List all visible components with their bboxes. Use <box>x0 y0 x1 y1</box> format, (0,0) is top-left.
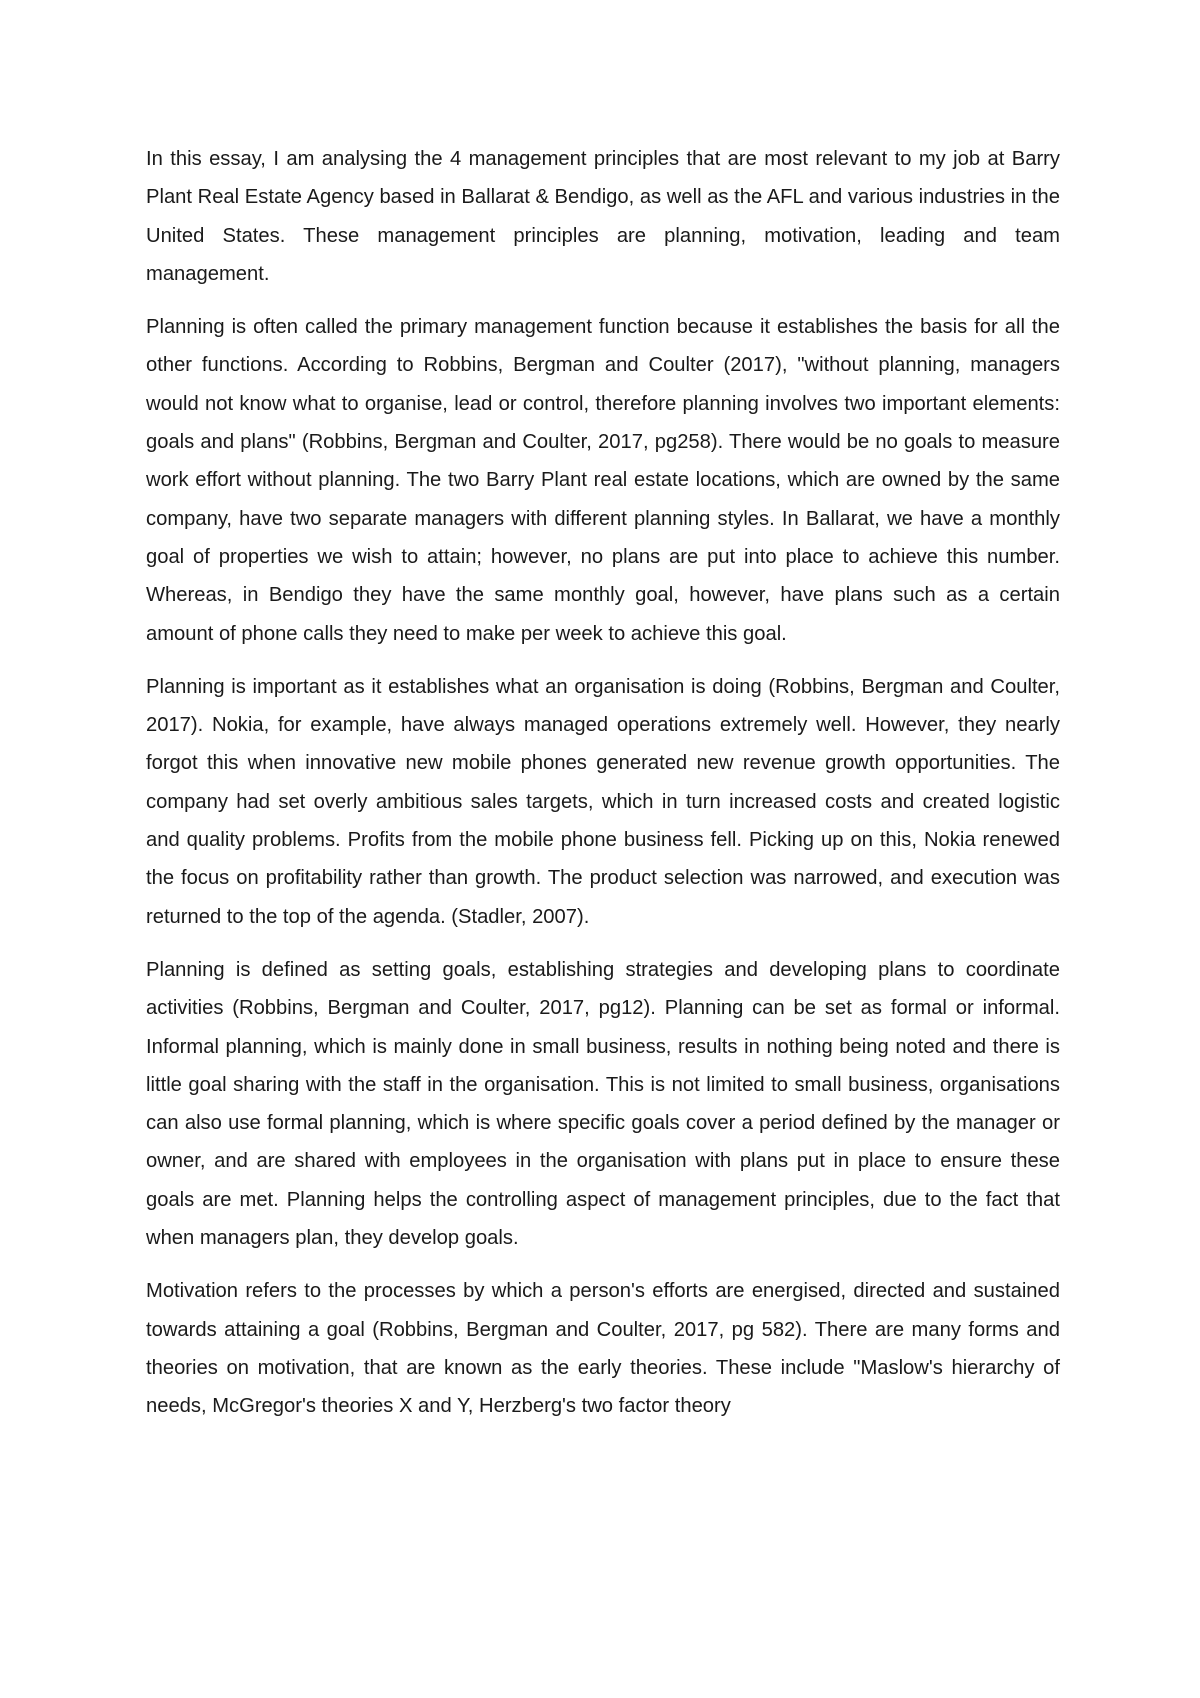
paragraph-motivation: Motivation refers to the processes by which a person's efforts are energised, directed and sustained towards attaining a goal (Robbins, Bergman and Coulter, 2017, pg 582). There are many forms and theories on motivation, that are known as the early theories. These include "Maslow's hierarchy of needs, McGregor's theories X and Y, Herzberg's two factor theory <box>146 1280 1060 1418</box>
essay-body <box>146 140 1060 1441</box>
paragraph-planning-importance: Planning is important as it establishes what an organisation is doing (Robbins, Bergman and Coulter, 2017). Nokia, for example, have always managed operations extremely well. However, they nearly forgot this when innovative new mobile phones generated new revenue growth opportunities. The company had set overly ambitious sales targets, which in turn increased costs and created logistic and quality problems. Profits from the mobile phone business fell. Picking up on this, Nokia renewed the focus on profitability rather than growth. The product selection was narrowed, and execution was returned to the top of the agenda. (Stadler, 2007). <box>146 675 1060 928</box>
paragraph-planning-definition: Planning is often called the primary management function because it establishes the basis for all the other functions. According to Robbins, Bergman and Coulter (2017), "without planning, managers would not know what to organise, lead or control, therefore planning involves two important elements: goals and plans" (Robbins, Bergman and Coulter, 2017, pg258). There would be no goals to measure work effort without planning. The two Barry Plant real estate locations, which are owned by the same company, have two separate managers with different planning styles. In Ballarat, we have a monthly goal of properties we wish to attain; however, no plans are put into place to achieve this number. Whereas, in Bendigo they have the same monthly goal, however, have plans such as a certain amount of phone calls they need to make per week to achieve this goal. <box>146 316 1060 645</box>
paragraph-introduction: In this essay, I am analysing the 4 management principles that are most relevant to my job at Barry Plant Real Estate Agency based in Ballarat & Bendigo, as well as the AFL and various industries in the United States. These management principles are planning, motivation, leading and team management. <box>146 148 1060 285</box>
paragraph-planning-formal-informal: Planning is defined as setting goals, establishing strategies and developing plans to coordinate activities (Robbins, Bergman and Coulter, 2017, pg12). Planning can be set as formal or informal. Informal planning, which is mainly done in small business, results in nothing being noted and there is little goal sharing with the staff in the organisation. This is not limited to small business, organisations can also use formal planning, which is where specific goals cover a period defined by the manager or owner, and are shared with employees in the organisation with plans put in place to ensure these goals are met. Planning helps the controlling aspect of management principles, due to the fact that when managers plan, they develop goals. <box>146 958 1060 1250</box>
